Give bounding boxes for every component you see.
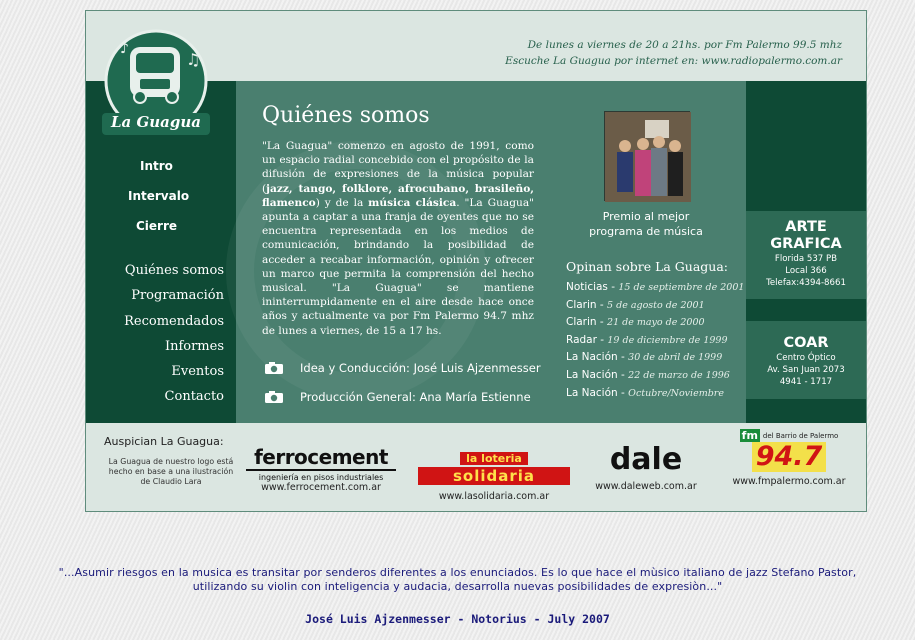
fm-palermo-sponsor[interactable] bbox=[724, 429, 854, 487]
review-source: La Nación - bbox=[566, 368, 629, 381]
nav-eventos[interactable]: Eventos bbox=[171, 364, 224, 379]
arte-grafica-phone: Telefax:4394-8661 bbox=[766, 278, 846, 288]
la-solidaria-sponsor[interactable] bbox=[414, 447, 574, 502]
review-item[interactable] bbox=[566, 387, 741, 405]
review-source: Clarin - bbox=[566, 298, 608, 311]
camera-icon bbox=[264, 361, 284, 375]
auspician-note: La Guagua de nuestro logo está hecho en base a una ilustración de Claudio Lara bbox=[108, 457, 234, 486]
fm-frequency: 94.7 bbox=[752, 442, 827, 472]
credit-idea-text: Idea y Conducción: José Luis Ajzenmesser bbox=[300, 361, 541, 375]
fm-small-text: del Barrio de Palermo bbox=[762, 431, 839, 440]
review-item[interactable] bbox=[566, 369, 741, 387]
review-date: 21 de mayo de 2000 bbox=[607, 317, 705, 329]
coar-name: COAR bbox=[783, 335, 829, 351]
reviews-list bbox=[566, 281, 745, 404]
arte-grafica-local: Local 366 bbox=[785, 266, 827, 276]
nav-informes[interactable]: Informes bbox=[164, 339, 224, 354]
sponsor-strip bbox=[86, 423, 866, 511]
review-item[interactable] bbox=[566, 299, 741, 317]
arte-grafica-name-2: GRAFICA bbox=[770, 236, 842, 252]
coar-address: Av. San Juan 2073 bbox=[767, 365, 845, 375]
dale-sponsor[interactable] bbox=[586, 441, 706, 492]
right-sponsor-column bbox=[746, 81, 866, 423]
about-text-2: ) y de la bbox=[315, 196, 369, 209]
review-source: Radar - bbox=[566, 333, 608, 346]
review-item[interactable] bbox=[566, 281, 745, 299]
credit-produccion-text: Producción General: Ana María Estienne bbox=[300, 390, 531, 404]
nav-programacion[interactable]: Programación bbox=[131, 288, 224, 303]
arte-grafica-address: Florida 537 PB bbox=[774, 254, 838, 264]
review-item[interactable] bbox=[566, 334, 741, 352]
credit-produccion bbox=[264, 390, 531, 404]
ferrocement-tagline: ingeniería en pisos industriales bbox=[258, 473, 384, 482]
about-text-1: "La Guagua" comenzo en agosto de 1991, como un espacio radial concebido con el propósito de la difusión de expresiones de la música popular ( bbox=[262, 140, 534, 195]
camera-icon bbox=[264, 390, 284, 404]
review-item[interactable] bbox=[566, 316, 741, 334]
internet-text: Escuche La Guagua por internet en: www.radiopalermo.com.ar bbox=[505, 55, 842, 67]
review-date: 15 de septiembre de 2001 bbox=[618, 282, 745, 293]
fm-palermo-url: www.fmpalermo.com.ar bbox=[732, 476, 846, 487]
review-source: La Nación - bbox=[566, 386, 629, 399]
review-date: 19 de diciembre de 1999 bbox=[607, 334, 728, 346]
review-source: La Nación - bbox=[566, 351, 629, 364]
cierre-link[interactable]: Cierre bbox=[136, 219, 178, 233]
dale-logo: dale bbox=[609, 442, 683, 477]
nav-recomendados[interactable]: Recomendados bbox=[124, 314, 224, 329]
award-photo[interactable] bbox=[604, 111, 690, 201]
review-date: Octubre/Noviembre bbox=[628, 387, 724, 399]
ferrocement-logo: ferrocement bbox=[246, 445, 396, 471]
photo-caption bbox=[576, 209, 716, 239]
about-text-3: . "La Guagua" apunta a captar a una franja de oyentes que no se encuentra representada en los medios de comunicación, brindando la posibilidad de acceder a recabar información, opinión y ofrecer un marco que permita la comprensión del hecho musical. "La Guagua" se mantiene ininterrumpidamente en el aire desde hace once años y actualmente va por Fm Palermo 94.7 mhz de lunes a viernes, de 15 a 17 hs. bbox=[262, 196, 535, 337]
review-source: Clarin - bbox=[566, 316, 608, 329]
review-date: 22 de marzo de 1996 bbox=[628, 369, 730, 381]
quote-line-1: "...Asumir riesgos en la musica es transitar por senderos diferentes a los enunciados. Es lo que hace el mùsico italiano de jazz Stefano Pastor, bbox=[58, 566, 857, 579]
la-solidaria-url: www.lasolidaria.com.ar bbox=[438, 491, 550, 502]
review-source: Noticias - bbox=[566, 281, 619, 293]
la-guagua-logo[interactable] bbox=[98, 25, 218, 143]
quote-line-2: utilizando su violin con inteligencia y audacia, desarrolla nuevas posibilidades de expresiòn..." bbox=[192, 580, 723, 593]
content-panel bbox=[236, 81, 746, 423]
svg-text:♫: ♫ bbox=[186, 50, 201, 69]
quote-block bbox=[0, 566, 915, 594]
arte-grafica-box[interactable] bbox=[746, 211, 866, 299]
schedule-text: De lunes a viernes de 20 a 21hs. por Fm Palermo 99.5 mhz bbox=[527, 39, 842, 51]
auspician-title: Auspician La Guagua: bbox=[104, 435, 224, 448]
credit-idea bbox=[264, 361, 541, 375]
about-paragraph bbox=[262, 139, 534, 338]
review-date: 5 de agosto de 2001 bbox=[607, 299, 705, 311]
arte-grafica-name-1: ARTE bbox=[785, 219, 827, 235]
ferrocement-sponsor[interactable] bbox=[246, 445, 396, 493]
main-frame bbox=[85, 10, 867, 512]
dale-url: www.daleweb.com.ar bbox=[595, 481, 697, 492]
review-item[interactable] bbox=[566, 351, 741, 369]
coar-phone: 4941 - 1717 bbox=[779, 377, 833, 387]
photo-caption-line-2: programa de música bbox=[589, 225, 703, 238]
quote-signature: José Luis Ajzenmesser - Notorius - July 2007 bbox=[305, 612, 610, 626]
loteria-logo-bottom: solidaria bbox=[418, 467, 570, 485]
about-genres: jazz, tango, folklore, afrocubano, brasileño, flamenco bbox=[262, 182, 534, 209]
intro-link[interactable]: Intro bbox=[140, 159, 173, 173]
page-title: Quiénes somos bbox=[262, 103, 430, 128]
loteria-logo-top: la loteria bbox=[460, 452, 528, 465]
svg-text:♪: ♪ bbox=[120, 41, 129, 57]
intervalo-link[interactable]: Intervalo bbox=[128, 189, 190, 203]
ferrocement-url: www.ferrocement.com.ar bbox=[261, 482, 381, 493]
nav-contacto[interactable]: Contacto bbox=[164, 389, 224, 404]
award-photo-image bbox=[605, 112, 691, 202]
logo-text: La Guagua bbox=[110, 113, 202, 131]
nav-quienes-somos[interactable]: Quiénes somos bbox=[124, 263, 224, 278]
coar-box[interactable] bbox=[746, 321, 866, 399]
photo-caption-line-1: Premio al mejor bbox=[602, 210, 690, 223]
coar-type: Centro Óptico bbox=[776, 353, 836, 363]
about-clasica: música clásica bbox=[368, 196, 457, 209]
fm-badge: fm bbox=[741, 429, 758, 442]
review-date: 30 de abril de 1999 bbox=[628, 352, 723, 364]
opinan-title: Opinan sobre La Guagua: bbox=[566, 259, 728, 274]
